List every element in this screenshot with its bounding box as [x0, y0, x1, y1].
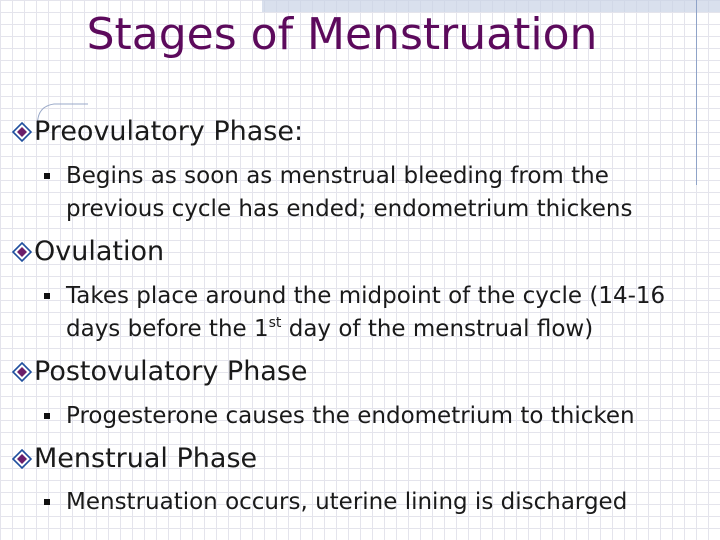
square-bullet-icon [44, 293, 50, 299]
bullet-line: Progesterone causes the endometrium to thicken [66, 403, 635, 429]
heading-label: Preovulatory Phase: [34, 116, 304, 147]
heading-ovulation [12, 234, 164, 270]
heading-menstrual-phase [12, 441, 257, 477]
heading-preovulatory-phase [12, 114, 303, 150]
slide-title: Stages of Menstruation [86, 9, 598, 60]
decorative-vertical-line [696, 0, 697, 185]
heading-label: Menstrual Phase [34, 443, 258, 474]
bullet-line: Takes place around the midpoint of the cycle (14-16 [66, 283, 666, 309]
bullet-postovulatory [44, 400, 720, 433]
heading-label: Ovulation [34, 236, 165, 267]
square-bullet-icon [44, 413, 50, 419]
bullet-ovulation [44, 280, 720, 346]
bullet-line: previous cycle has ended; endometrium thickens [66, 196, 633, 222]
bullet-line [66, 313, 720, 346]
bullet-line: Begins as soon as menstrual bleeding from the [66, 163, 609, 189]
diamond-bullet-icon [12, 362, 32, 382]
square-bullet-icon [44, 499, 50, 505]
ordinal-superscript: st [268, 315, 282, 331]
diamond-bullet-icon [12, 449, 32, 469]
bullet-preovulatory [44, 160, 720, 226]
diamond-bullet-icon [12, 122, 32, 142]
bullet-text-segment: day of the menstrual flow) [281, 316, 594, 342]
heading-postovulatory-phase [12, 354, 308, 390]
bullet-menstrual [44, 486, 720, 519]
bullet-text-segment: days before the 1 [66, 316, 269, 342]
square-bullet-icon [44, 173, 50, 179]
heading-label: Postovulatory Phase [34, 356, 308, 387]
diamond-bullet-icon [12, 242, 32, 262]
bullet-line: Menstruation occurs, uterine lining is discharged [66, 489, 628, 515]
